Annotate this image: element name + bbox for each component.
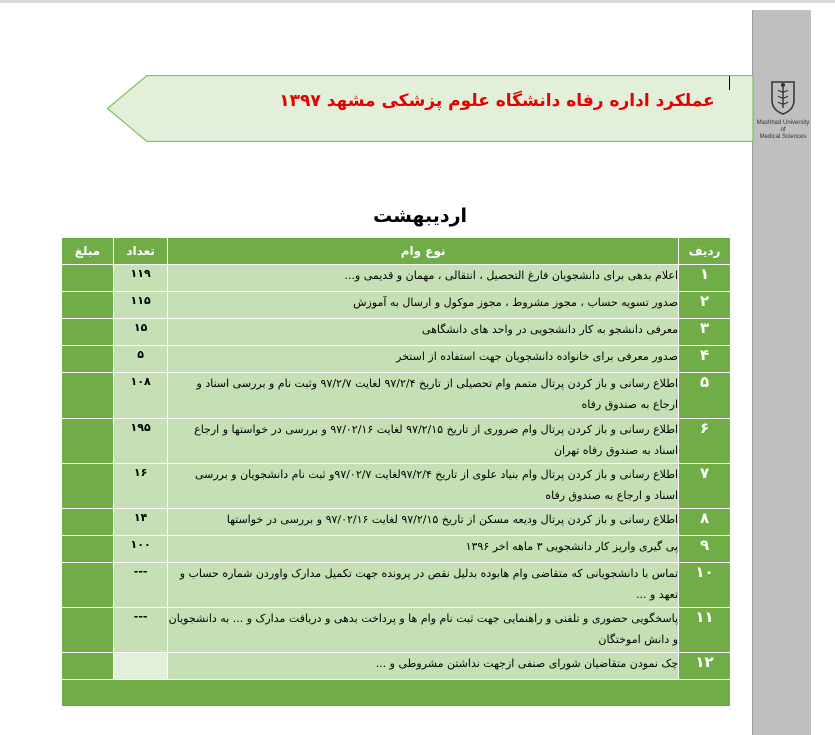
table-row	[62, 653, 731, 680]
row-count: ۵	[114, 346, 168, 373]
row-number: ۱	[679, 265, 731, 292]
row-description: صدور معرفی برای خانواده دانشجویان جهت استفاده از استخر	[168, 346, 679, 373]
row-count: ---	[114, 563, 168, 608]
row-amount	[62, 509, 114, 536]
header-banner	[107, 75, 812, 142]
row-number: ۷	[679, 464, 731, 509]
table-row	[62, 292, 731, 319]
loan-activity-table	[61, 237, 731, 707]
table-row	[62, 563, 731, 608]
table-header-row	[62, 238, 731, 265]
university-logo	[755, 78, 811, 140]
table-row	[62, 419, 731, 464]
table-footer-row	[62, 680, 731, 707]
page-top-border	[0, 0, 835, 3]
row-amount	[62, 265, 114, 292]
table-row	[62, 346, 731, 373]
row-description: اطلاع رسانی و باز کردن پرتال متمم وام تحصیلی از تاریخ ۹۷/۲/۴ لغایت ۹۷/۲/۷ وثبت نام و بررسی اسناد و ارجاع به صندوق رفاه	[168, 373, 679, 419]
row-amount	[62, 563, 114, 608]
row-amount	[62, 608, 114, 653]
row-number: ۸	[679, 509, 731, 536]
row-description: صدور تسویه حساب ، مجوز مشروط ، مجوز موکول و ارسال به آموزش	[168, 292, 679, 319]
row-amount	[62, 419, 114, 464]
row-number: ۱۰	[679, 563, 731, 608]
row-number: ۱۲	[679, 653, 731, 680]
row-number: ۶	[679, 419, 731, 464]
row-description: معرفی دانشجو به کار دانشجویی در واحد های دانشگاهی	[168, 319, 679, 346]
caduceus-emblem-icon	[766, 78, 800, 116]
header-amount: مبلغ	[62, 238, 114, 265]
table-row	[62, 319, 731, 346]
table-footer-cell	[62, 680, 731, 707]
row-number: ۳	[679, 319, 731, 346]
table-row	[62, 464, 731, 509]
table-row	[62, 265, 731, 292]
row-description: پاسخگویی حضوری و تلفنی و راهنمایی جهت ثبت نام وام ها و پرداخت بدهی و دریافت مدارک و ... به دانشجویان و دانش اموختگان	[168, 608, 679, 653]
row-description: اطلاع رسانی و باز کردن پرتال وام بنیاد علوی از تاریخ ۹۷/۲/۴لغایت ۹۷/۰۲/۷و ثبت نام دانشجویان و بررسی اسناد و ارجاع به صندوق رفاه	[168, 464, 679, 509]
table-row	[62, 608, 731, 653]
row-amount	[62, 464, 114, 509]
section-title: اردیبهشت	[372, 205, 468, 227]
logo-caption-line1: Mashhad University of	[756, 120, 810, 133]
row-count: ۱۰۸	[114, 373, 168, 419]
row-description: پی گیری واریز کار دانشجویی ۳ ماهه اخر ۱۳۹۶	[168, 536, 679, 563]
row-amount	[62, 653, 114, 680]
header-row-number: ردیف	[679, 238, 731, 265]
row-description: اعلام بدهی برای دانشجویان فارغ التحصیل ، انتقالی ، مهمان و قدیمی و...	[168, 265, 679, 292]
row-description: اطلاع رسانی و باز کردن پرتال وام ضروری از تاریخ ۹۷/۲/۱۵ لغایت ۹۷/۰۲/۱۶ و بررسی در خواستها و ارجاع اسناد به صندوق رفاه تهران	[168, 419, 679, 464]
row-number: ۲	[679, 292, 731, 319]
text-cursor	[729, 76, 730, 90]
row-amount	[62, 292, 114, 319]
row-number: ۱۱	[679, 608, 731, 653]
row-description: چک نمودن متقاضیان شورای صنفی ازجهت نداشتن مشروطی و ...	[168, 653, 679, 680]
row-count: ۱۶	[114, 464, 168, 509]
logo-caption-line2: Medical Sciences	[759, 134, 807, 140]
row-count	[114, 653, 168, 680]
table-row	[62, 509, 731, 536]
row-description: تماس با دانشجویانی که متقاضی وام هابوده بدلیل نقص در پرونده جهت تکمیل مدارک واوردن شماره حساب و تعهد و ...	[168, 563, 679, 608]
row-count: ۱۱۵	[114, 292, 168, 319]
row-number: ۴	[679, 346, 731, 373]
row-amount	[62, 346, 114, 373]
row-description: اطلاع رسانی و باز کردن پرتال ودیعه مسکن از تاریخ ۹۷/۲/۱۵ لغایت ۹۷/۰۲/۱۶ و بررسی در خواستها	[168, 509, 679, 536]
header-count: تعداد	[114, 238, 168, 265]
row-count: ۱۴	[114, 509, 168, 536]
row-count: ۱۰۰	[114, 536, 168, 563]
row-count: ۱۱۹	[114, 265, 168, 292]
row-number: ۵	[679, 373, 731, 419]
row-amount	[62, 319, 114, 346]
row-amount	[62, 373, 114, 419]
row-count: ---	[114, 608, 168, 653]
row-number: ۹	[679, 536, 731, 563]
row-amount	[62, 536, 114, 563]
header-loan-type: نوع وام	[168, 238, 679, 265]
banner-title: عملکرد اداره رفاه دانشگاه علوم پزشکی مشهد ۱۳۹۷	[279, 91, 715, 111]
row-count: ۱۵	[114, 319, 168, 346]
table-row	[62, 536, 731, 563]
row-count: ۱۹۵	[114, 419, 168, 464]
table-row	[62, 373, 731, 419]
